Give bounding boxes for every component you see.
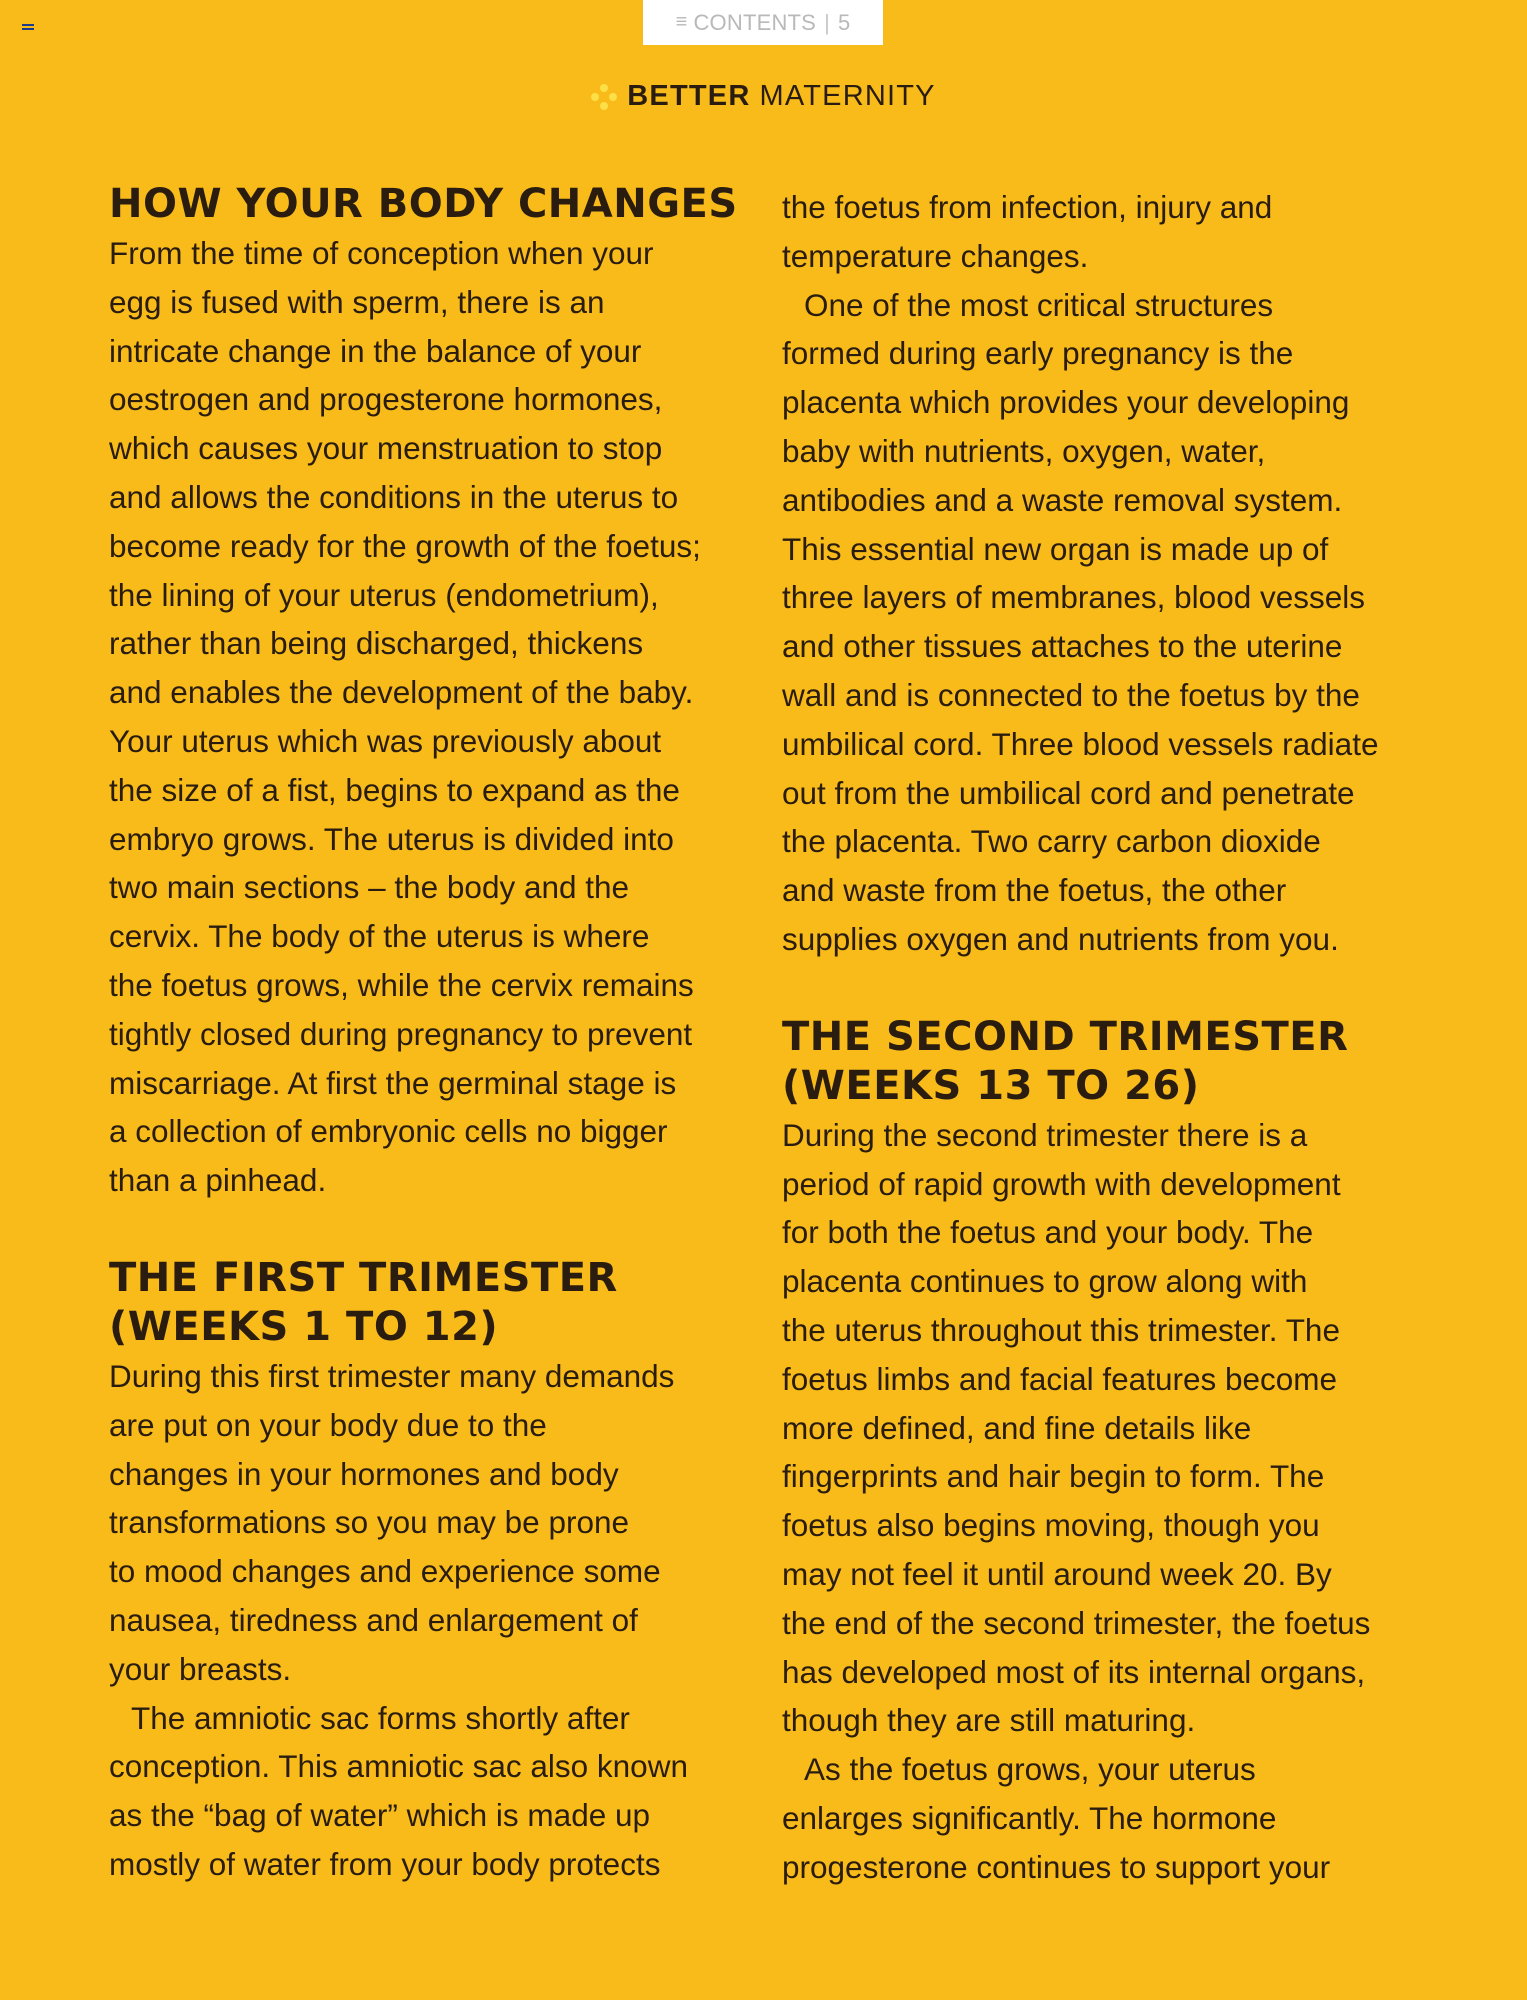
paragraph-amniotic-continued: the foetus from infection, injury and temperature changes.	[782, 189, 1273, 274]
paragraph-second-trimester: During the second trimester there is a period of rapid growth with development for both the foetus and your body. The placenta continues to grow along with the uterus throughout this trimester. The foetus limbs and facial features become more defined, and fine details like fingerprints and hair begin to form. The foetus also begins moving, though you may not feel it until around week 20. By the end of the second trimester, the foetus has developed most of its internal organs, though they are still maturing.	[782, 1116, 1371, 1739]
contents-label: CONTENTS	[693, 9, 817, 35]
contents-button[interactable]	[643, 0, 883, 45]
paragraph-amniotic-sac: The amniotic sac forms shortly after conception. This amniotic sac also known as the “bag of water” which is made up mostly of water from your body protects	[109, 1699, 688, 1882]
brand-light: MATERNITY	[759, 80, 936, 112]
brand-logo-icon	[591, 84, 617, 110]
paragraph-body-changes: From the time of conception when your egg is fused with sperm, there is an intricate change in the balance of your oestrogen and progesterone hormones, which causes your menstruation to stop and allows the conditions in the uterus to become ready for the growth of the foetus; the lining of your uterus (endometrium), rather than being discharged, thickens and enables the development of the baby. Your uterus which was previously about the size of a fist, begins to expand as the embryo grows. The uterus is divided into two main sections – the body and the cervix. The body of the uterus is where the foetus grows, while the cervix remains tightly closed during pregnancy to prevent miscarriage. At first the germinal stage is a collection of embryonic cells no bigger than a pinhead.	[109, 235, 701, 1199]
separator: |	[824, 9, 830, 35]
left-column	[109, 180, 751, 1889]
brand-bold: BETTER	[627, 80, 751, 112]
paragraph-first-trimester: During this first trimester many demands are put on your body due to the changes in your hormones and body transformations so you may be prone to mood changes and experience some nausea, tiredness and enlargement of your breasts.	[109, 1357, 675, 1687]
menu-icon[interactable]	[22, 24, 34, 32]
paragraph-placenta: One of the most critical structures formed during early pregnancy is the placenta which provides your developing baby with nutrients, oxygen, water, antibodies and a waste removal system. This essential new organ is made up of three layers of membranes, blood vessels and other tissues attaches to the uterine wall and is connected to the foetus by the umbilical cord. Three blood vessels radiate out from the umbilical cord and penetrate the placenta. Two carry carbon dioxide and waste from the foetus, the other supplies oxygen and nutrients from you.	[782, 286, 1379, 957]
paragraph-uterus-growth: As the foetus grows, your uterus enlarges significantly. The hormone progesterone continues to support your	[782, 1751, 1331, 1885]
hamburger-icon: ≡	[675, 11, 688, 33]
heading-body-changes: HOW YOUR BODY CHANGES	[109, 181, 738, 227]
heading-first-trimester: THE FIRST TRIMESTER (WEEKS 1 TO 12)	[109, 1254, 618, 1350]
heading-second-trimester: THE SECOND TRIMESTER (WEEKS 13 TO 26)	[782, 1013, 1349, 1109]
brand-header	[0, 80, 1527, 113]
page-number: 5	[837, 9, 851, 35]
right-column	[782, 180, 1424, 1892]
